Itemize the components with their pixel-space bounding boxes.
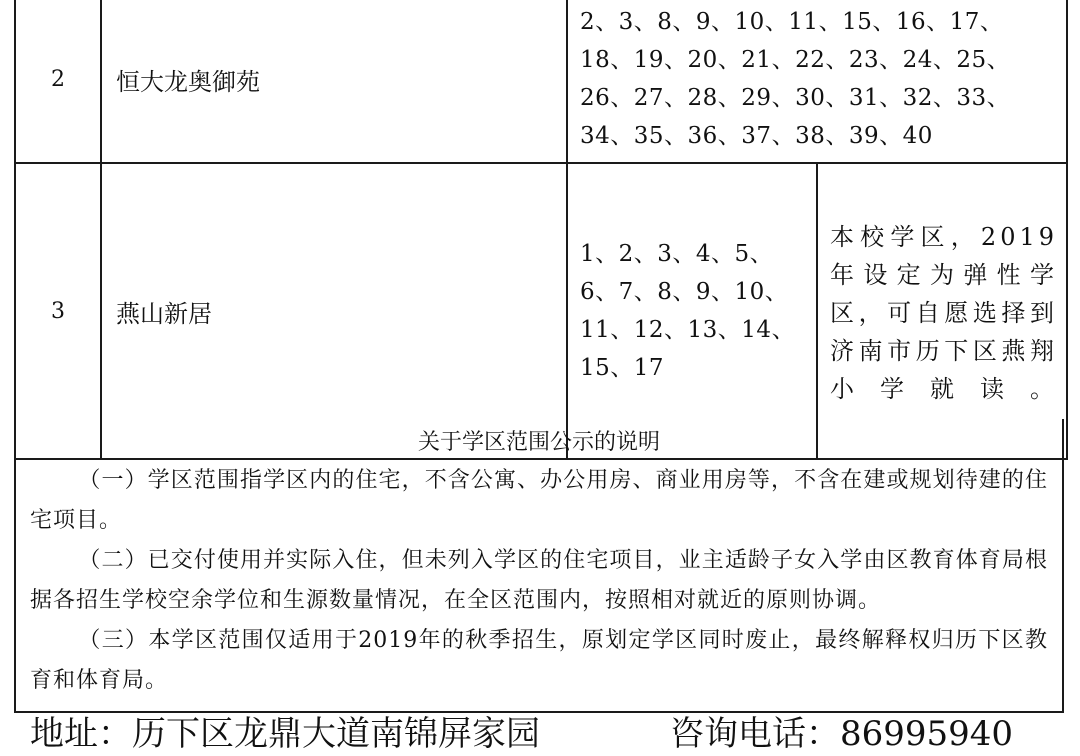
notes-item-1: （一）学区范围指学区内的住宅，不含公寓、办公用房、商业用房等，不含在建或规划待建的住宅项目。 [30, 468, 1048, 533]
notes-title: 关于学区范围公示的说明 [417, 430, 660, 455]
address-label: 地址： [30, 714, 132, 754]
building-range: 2、3、8、9、10、11、15、16、17、18、19、20、21、22、23、24、25、26、27、28、29、30、31、32、33、34、35、36、37、38、39、40 [567, 0, 1067, 163]
table-row [15, 163, 1067, 459]
notes-item-2: （二）已交付使用并实际入住，但未列入学区的住宅项目，业主适龄子女入学由区教育体育局根据各招生学校空余学位和生源数量情况，在全区范围内，按照相对就近的原则协调。 [30, 548, 1048, 613]
phone-block [670, 712, 1013, 756]
table-row [15, 0, 1067, 163]
phone-number: 86995940 [840, 714, 1014, 754]
row-number: 3 [15, 163, 101, 459]
notes-section [14, 419, 1064, 713]
notes-item-3: （三）本学区范围仅适用于2019年的秋季招生，原划定学区同时废止，最终解释权归历下区教育和体育局。 [30, 628, 1048, 693]
building-range: 1、2、3、4、5、6、7、8、9、10、11、12、13、14、15、17 [567, 163, 817, 459]
address-value: 历下区龙鼎大道南锦屏家园 [132, 714, 540, 754]
footer-contact [30, 712, 1070, 756]
community-name: 恒大龙奥御苑 [101, 0, 567, 163]
remark-cell: 本校学区，2019年设定为弹性学区，可自愿选择到济南市历下区燕翔小学就读。 [817, 163, 1067, 459]
row-number: 2 [15, 0, 101, 163]
community-name: 燕山新居 [101, 163, 567, 459]
school-district-table [14, 0, 1068, 460]
phone-label: 咨询电话： [670, 714, 840, 754]
